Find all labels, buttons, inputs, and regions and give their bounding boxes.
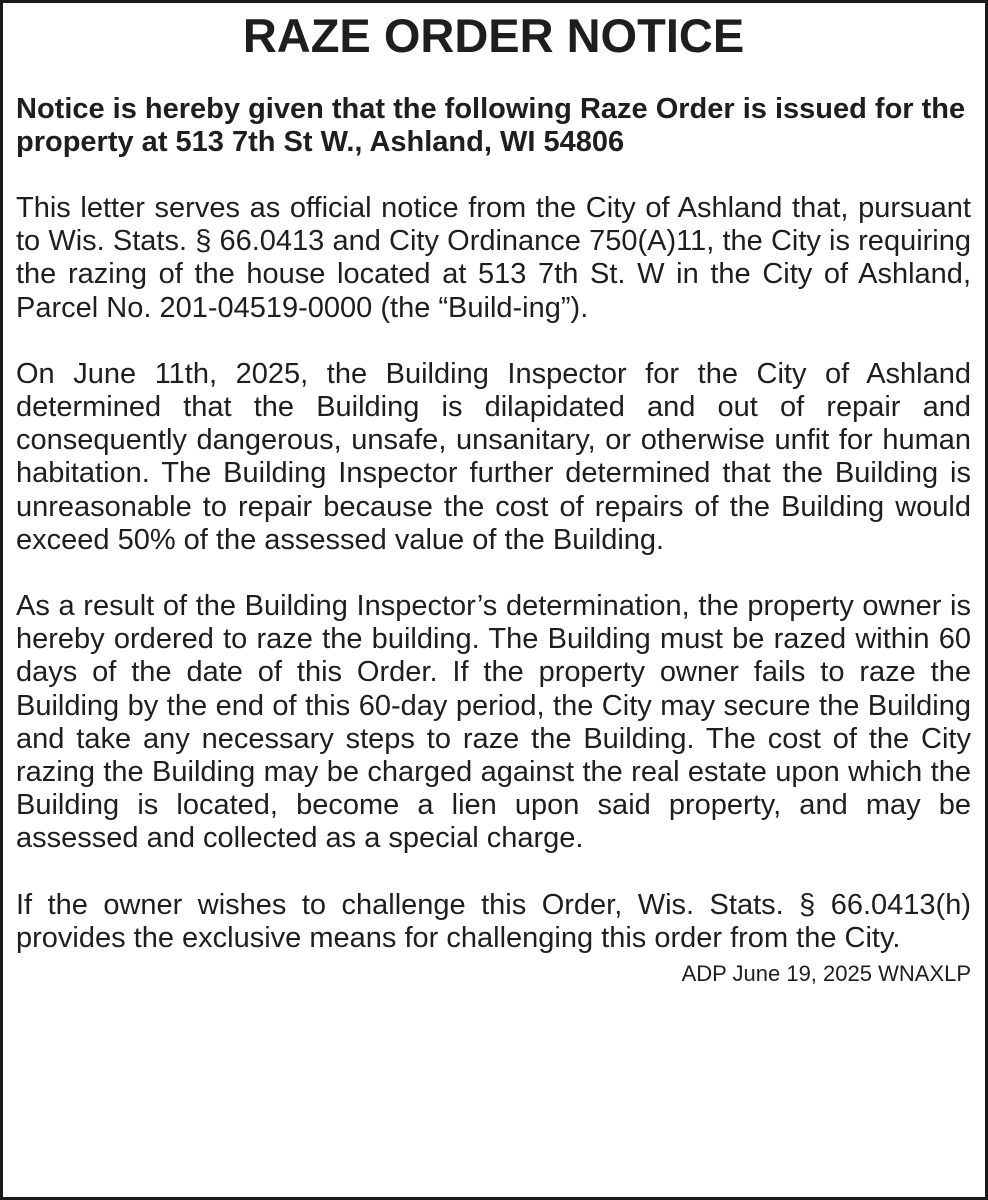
notice-lead: Notice is hereby given that the following Raze Order is issued for the property at 513 7th St W., Ashland, WI 54806 (16, 93, 966, 158)
notice-paragraph-2: On June 11th, 2025, the Building Inspector for the City of Ashland determined that the Building is dilapidated and out of repair and consequently dangerous, unsafe, unsanitary, or otherwise unfit for human habitation. The Building Inspector further determined that the Building is unreasonable to repair because the cost of repairs of the Building would exceed 50% of the assessed value of the Building. (16, 357, 971, 556)
notice-paragraph-4: If the owner wishes to challenge this Order, Wis. Stats. § 66.0413(h) provides the exclusive means for challenging this order from the City. (16, 888, 971, 954)
notice-paragraph-3: As a result of the Building Inspector’s determination, the property owner is hereby ordered to raze the building. The Building must be razed within 60 days of the date of this Order. If the property owner fails to raze the Building by the end of this 60-day period, the City may secure the Building and take any necessary steps to raze the Building. The cost of the City razing the Building may be charged against the real estate upon which the Building is located, become a lien upon said property, and may be assessed and collected as a special charge. (16, 590, 971, 855)
notice-title: RAZE ORDER NOTICE (242, 9, 745, 62)
notice-paragraph-1: This letter serves as official notice from the City of Ashland that, pursuant to Wis. Stats. § 66.0413 and City Ordinance 750(A)11, the City is requiring the razing of the house located at 513 7th St. W in the City of Ashland, Parcel No. 201-04519-0000 (the “Build-ing”). (16, 192, 971, 324)
publication-footer: ADP June 19, 2025 WNAXLP (681, 961, 971, 987)
